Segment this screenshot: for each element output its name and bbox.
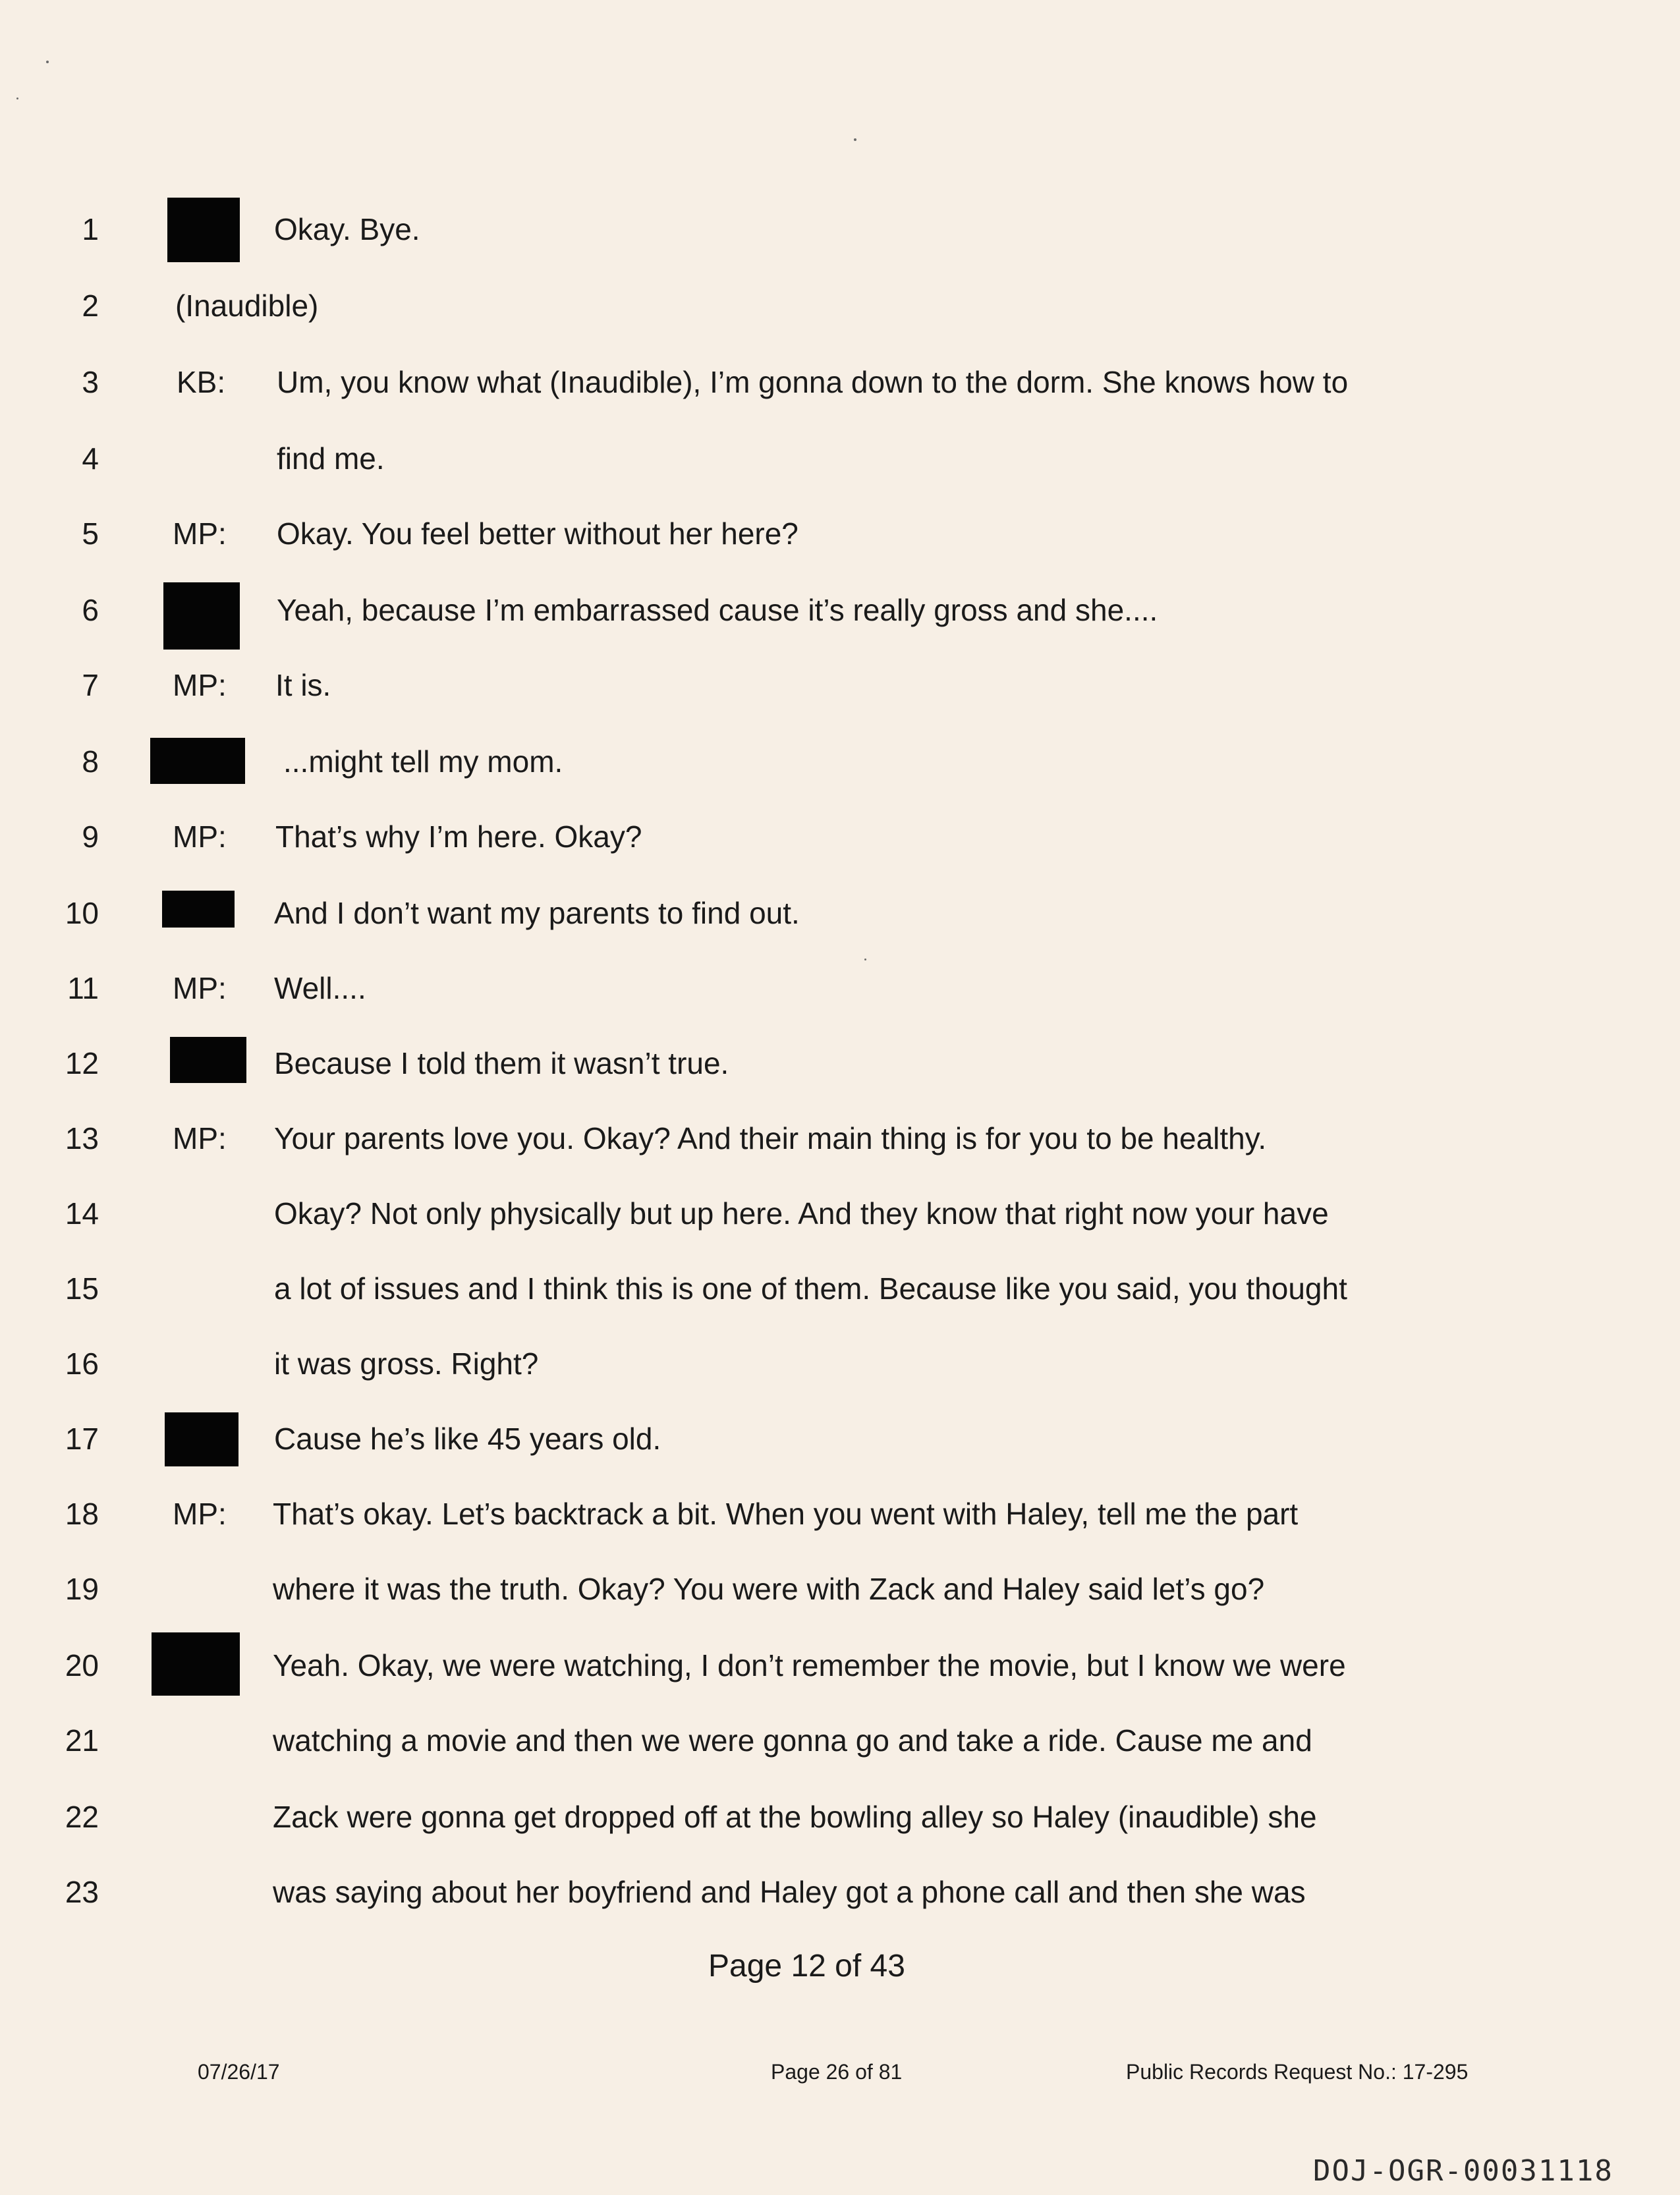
transcript-line <box>0 279 1680 332</box>
line-number: 4 <box>82 441 99 476</box>
line-number: 20 <box>65 1648 99 1682</box>
line-text: Zack were gonna get dropped off at the bowling alley so Haley (inaudible) she <box>273 1800 1317 1834</box>
transcript-line <box>0 1487 1680 1540</box>
transcript-line <box>0 1714 1680 1767</box>
line-number: 12 <box>65 1046 99 1080</box>
line-text: Yeah. Okay, we were watching, I don’t remember the movie, but I know we were <box>273 1648 1346 1682</box>
transcript-line <box>0 1563 1680 1615</box>
transcript-line <box>0 1112 1680 1165</box>
line-text: Um, you know what (Inaudible), I’m gonna down to the dorm. She knows how to <box>277 365 1349 399</box>
line-text: It is. <box>275 668 331 702</box>
speaker-label: MP: <box>173 1121 227 1155</box>
bates-number: DOJ-OGR-00031118 <box>1313 2154 1613 2188</box>
line-text: Okay. Bye. <box>274 212 420 246</box>
redaction-box <box>165 1412 238 1466</box>
line-number: 1 <box>82 212 99 246</box>
transcript-line <box>0 1866 1680 1918</box>
line-number: 9 <box>82 820 99 854</box>
line-number: 13 <box>65 1121 99 1155</box>
line-text: was saying about her boyfriend and Haley got a phone call and then she was <box>273 1875 1306 1909</box>
transcript-line <box>0 735 1680 788</box>
speaker-label: MP: <box>173 516 227 551</box>
scan-speck <box>46 61 49 63</box>
transcript-line <box>0 962 1680 1014</box>
line-number: 5 <box>82 516 99 551</box>
redaction-box <box>163 582 240 650</box>
transcript-line <box>0 1037 1680 1090</box>
line-number: 11 <box>67 971 99 1005</box>
transcript-line <box>0 1187 1680 1240</box>
line-text: That’s okay. Let’s backtrack a bit. When you went with Haley, tell me the part <box>273 1497 1299 1531</box>
footer-date: 07/26/17 <box>198 2060 280 2084</box>
line-number: 10 <box>65 896 99 930</box>
line-number: 7 <box>82 668 99 702</box>
scan-speck <box>16 97 18 99</box>
redaction-box <box>170 1037 246 1083</box>
line-number: 8 <box>82 744 99 779</box>
line-text: Yeah, because I’m embarrassed cause it’s really gross and she.... <box>277 593 1158 627</box>
redaction-box <box>167 198 240 262</box>
line-text: ...might tell my mom. <box>283 744 563 779</box>
line-number: 15 <box>65 1271 99 1306</box>
line-text: Okay? Not only physically but up here. And they know that right now your have <box>274 1196 1329 1231</box>
line-text: And I don’t want my parents to find out. <box>274 896 800 930</box>
speaker-label: MP: <box>173 971 227 1005</box>
line-text: a lot of issues and I think this is one of them. Because like you said, you thought <box>274 1271 1347 1306</box>
transcript-line <box>0 1791 1680 1843</box>
redaction-box <box>150 738 245 784</box>
transcript-line <box>0 810 1680 863</box>
line-text: That’s why I’m here. Okay? <box>275 820 642 854</box>
speaker-label: MP: <box>173 668 227 702</box>
transcript-line <box>0 584 1680 636</box>
transcript-line <box>0 356 1680 408</box>
line-number: 21 <box>65 1723 99 1758</box>
speaker-label: MP: <box>173 1497 227 1531</box>
line-text: Cause he’s like 45 years old. <box>274 1422 661 1456</box>
transcript-line <box>0 1337 1680 1390</box>
line-number: 17 <box>65 1422 99 1456</box>
line-text: (Inaudible) <box>175 289 319 323</box>
scan-speck <box>854 138 856 141</box>
transcript-line <box>0 1412 1680 1465</box>
line-number: 3 <box>82 365 99 399</box>
line-number: 23 <box>65 1875 99 1909</box>
redaction-box <box>162 891 235 928</box>
line-number: 14 <box>65 1196 99 1231</box>
transcript-line <box>0 1639 1680 1692</box>
line-number: 6 <box>82 593 99 627</box>
line-number: 2 <box>82 289 99 323</box>
redaction-box <box>152 1632 240 1696</box>
line-number: 19 <box>65 1572 99 1606</box>
page-number: Page 12 of 43 <box>708 1949 905 1984</box>
transcript-line <box>0 203 1680 256</box>
footer-page: Page 26 of 81 <box>771 2060 903 2084</box>
line-text: find me. <box>277 441 385 476</box>
line-text: it was gross. Right? <box>274 1347 539 1381</box>
line-text: Well.... <box>274 971 366 1005</box>
transcript-line <box>0 887 1680 939</box>
speaker-label: KB: <box>177 365 226 399</box>
line-text: where it was the truth. Okay? You were with Zack and Haley said let’s go? <box>273 1572 1265 1606</box>
line-text: Your parents love you. Okay? And their main thing is for you to be healthy. <box>274 1121 1267 1155</box>
speaker-label: MP: <box>173 820 227 854</box>
line-number: 18 <box>65 1497 99 1531</box>
transcript-line <box>0 659 1680 711</box>
footer-request: Public Records Request No.: 17-295 <box>1126 2060 1469 2084</box>
line-text: Okay. You feel better without her here? <box>277 516 798 551</box>
line-text: watching a movie and then we were gonna go and take a ride. Cause me and <box>273 1723 1312 1758</box>
line-number: 22 <box>65 1800 99 1834</box>
line-number: 16 <box>65 1347 99 1381</box>
line-text: Because I told them it wasn’t true. <box>274 1046 729 1080</box>
transcript-line <box>0 1262 1680 1315</box>
scan-speck <box>864 959 866 960</box>
transcript-line <box>0 507 1680 560</box>
transcript-line <box>0 432 1680 485</box>
